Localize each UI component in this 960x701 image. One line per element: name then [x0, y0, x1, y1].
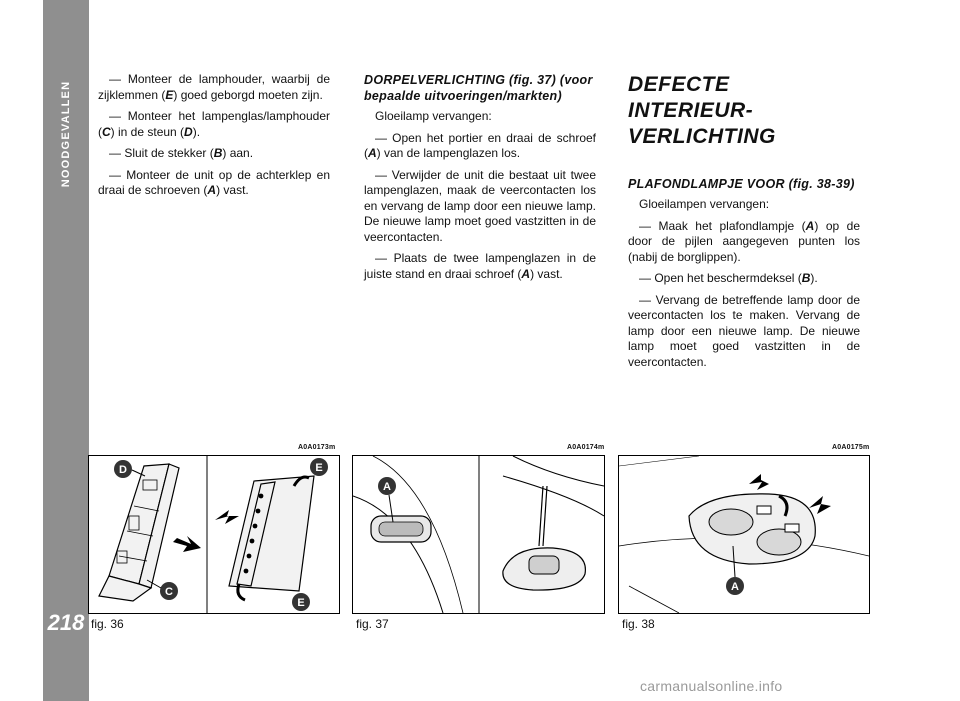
figure-code: A0A0175m	[832, 444, 870, 451]
watermark: carmanualsonline.info	[640, 678, 783, 694]
svg-text:C: C	[165, 586, 173, 598]
instruction-paragraph: — Vervang de betreffende lamp door de veercontacten los te maken. Vervang de lamp door een nieuwe lamp. De nieuwe lamp moet goed vastzitten in de veercontacten.	[628, 292, 860, 369]
callout-e-bottom-icon	[292, 593, 310, 611]
section-title-vertical	[53, 64, 79, 204]
callout-a-icon	[378, 477, 396, 495]
instruction-paragraph: — Monteer de unit op de achterklep en draai de schroeven (A) vast.	[98, 167, 330, 197]
section-heading: DORPELVERLICHTING (fig. 37) (voor bepaalde uitvoeringen/markten)	[364, 73, 593, 103]
svg-text:D: D	[119, 464, 127, 476]
courtesy-light-illustration	[353, 456, 604, 613]
instruction-paragraph: — Monteer de lamphouder, waarbij de zijklemmen (E) goed geborgd moeten zijn.	[98, 72, 330, 102]
instruction-paragraph: — Open het portier en draai de schroef (A) van de lampenglazen los.	[364, 130, 596, 160]
intro-text: Gloeilampen vervangen:	[639, 197, 770, 211]
svg-text:A: A	[731, 581, 739, 593]
callout-e-top-icon	[310, 458, 328, 476]
instruction-paragraph: — Verwijder de unit die bestaat uit twee lampenglazen, maak de veercontacten los en vervang de lamp door een nieuwe lamp. De nieuwe lamp moet goed vastzitten in de veercontacten.	[364, 167, 596, 244]
figure-label: fig. 38	[622, 617, 655, 631]
instruction-paragraph: — Sluit de stekker (B) aan.	[109, 146, 254, 160]
text-column-3	[628, 72, 860, 376]
figure-38	[618, 455, 870, 614]
text-column-2	[364, 72, 596, 288]
section-heading: PLAFONDLAMPJE VOOR (fig. 38-39)	[628, 177, 855, 191]
chapter-title: DEFECTE INTERIEUR-VERLICHTING	[628, 73, 776, 148]
tail-light-illustration	[89, 456, 339, 613]
intro-text: Gloeilamp vervangen:	[375, 109, 492, 123]
figure-code: A0A0173m	[298, 444, 336, 451]
callout-d-icon	[114, 460, 132, 478]
text-column-1	[98, 72, 330, 205]
callout-c-icon	[160, 582, 178, 600]
instruction-paragraph: — Open het beschermdeksel (B).	[639, 271, 818, 285]
instruction-paragraph: — Plaats de twee lampenglazen in de juiste stand en draai schroef (A) vast.	[364, 251, 596, 281]
figure-code: A0A0174m	[567, 444, 605, 451]
section-title: NOODGEVALLEN	[60, 80, 73, 188]
callout-a-icon	[726, 577, 744, 595]
svg-text:A: A	[383, 481, 391, 493]
figure-37	[352, 455, 605, 614]
svg-text:E: E	[315, 462, 323, 474]
figure-label: fig. 37	[356, 617, 389, 631]
page-number: 218	[47, 610, 85, 635]
svg-text:E: E	[297, 597, 305, 609]
instruction-paragraph: — Monteer het lampenglas/lamphouder (C) in de steun (D).	[98, 109, 330, 139]
figure-36	[88, 455, 340, 614]
roof-light-illustration	[619, 456, 869, 613]
figure-label: fig. 36	[91, 617, 124, 631]
instruction-paragraph: — Maak het plafondlampje (A) op de door de pijlen aangegeven punten los (nabij de borglippen).	[628, 218, 860, 264]
